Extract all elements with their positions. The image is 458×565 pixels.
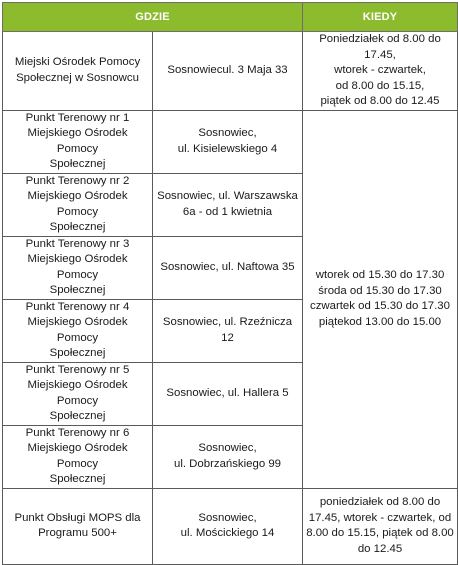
table-row [3,488,458,564]
place-cell: Punkt Obsługi MOPS dla Programu 500+ [3,488,153,564]
schedule-table-container [2,2,455,555]
place-cell: Punkt Terenowy nr 2 Miejskiego Ośrodek Pomocy Społecznej [3,173,153,236]
place-cell: Punkt Terenowy nr 3 Miejskiego Ośrodek Pomocy Społecznej [3,236,153,299]
address-cell: Sosnowiec, ul. Rzeźnicza 12 [153,299,303,362]
header-where: GDZIE [3,3,303,32]
address-cell: Sosnowiec, ul. Naftowa 35 [153,236,303,299]
header-when: KIEDY [303,3,458,32]
table-header-row [3,3,458,32]
shared-hours-cell: wtorek od 15.30 do 17.30 środa od 15.30 do 17.30 czwartek od 15.30 do 17.30 piątekod 13.00 do 15.00 [303,110,458,488]
address-cell: Sosnowiec, ul. Mościckiego 14 [153,488,303,564]
address-cell: Sosnowiec, ul. Kisielewskiego 4 [153,110,303,173]
table-row [3,110,458,173]
place-cell: Punkt Terenowy nr 5 Miejskiego Ośrodek Pomocy Społecznej [3,362,153,425]
hours-cell: poniedziałek od 8.00 do 17.45, wtorek - czwartek, od 8.00 do 15.15, piątek od 8.00 do 12.45 [303,488,458,564]
address-cell: Sosnowiec, ul. Hallera 5 [153,362,303,425]
address-cell: Sosnowiecul. 3 Maja 33 [153,32,303,111]
address-cell: Sosnowiec, ul. Warszawska 6a - od 1 kwietnia [153,173,303,236]
address-cell: Sosnowiec, ul. Dobrzańskiego 99 [153,425,303,488]
place-cell: Punkt Terenowy nr 4 Miejskiego Ośrodek Pomocy Społecznej [3,299,153,362]
table-row [3,32,458,111]
hours-cell: Poniedziałek od 8.00 do 17.45, wtorek - czwartek, od 8.00 do 15.15, piątek od 8.00 do 12.45 [303,32,458,111]
place-cell: Punkt Terenowy nr 6 Miejskiego Ośrodek Pomocy Społecznej [3,425,153,488]
place-cell: Punkt Terenowy nr 1 Miejskiego Ośrodek Pomocy Społecznej [3,110,153,173]
place-cell: Miejski Ośrodek Pomocy Społecznej w Sosnowcu [3,32,153,111]
schedule-table [2,2,458,565]
